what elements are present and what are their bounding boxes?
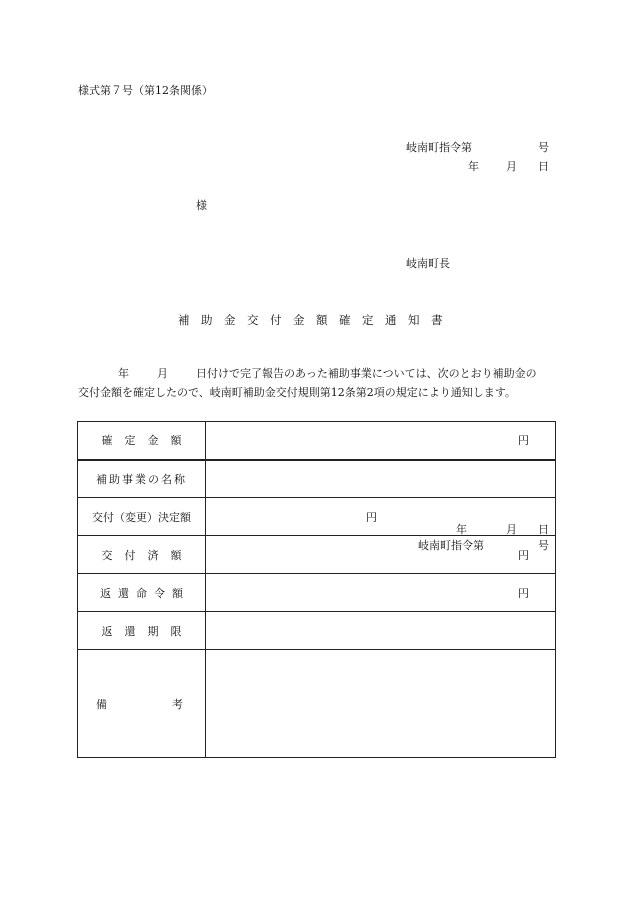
row-label-confirmed-amount: 確定金額 xyxy=(78,422,206,460)
project-name-field[interactable] xyxy=(206,460,556,498)
body-month-label: 月 xyxy=(157,367,168,380)
ref-year-label: 年 xyxy=(456,522,467,536)
row-label-refund-order-amount: 返還命令額 xyxy=(78,574,206,612)
notice-number-prefix: 岐南町指令第 xyxy=(406,141,472,154)
date-year-label: 年 xyxy=(468,160,479,173)
table-row xyxy=(78,536,556,574)
notice-number-suffix: 号 xyxy=(538,141,549,154)
settlement-table xyxy=(77,421,556,758)
ref-number-suffix: 号 xyxy=(538,538,549,552)
table-row xyxy=(78,650,556,758)
table-row xyxy=(78,460,556,498)
table-row xyxy=(78,498,556,536)
table-row xyxy=(78,574,556,612)
table-row xyxy=(78,422,556,460)
decision-amount-cell xyxy=(206,498,556,552)
date-month-label: 月 xyxy=(506,160,517,173)
confirmed-amount-field[interactable] xyxy=(206,422,556,460)
body-text-rest: 日付けで完了報告のあった補助事業については、次のとおり補助金の xyxy=(196,367,537,380)
body-year-label: 年 xyxy=(118,367,129,380)
row-label-decision-amount: 交付（変更）決定額 xyxy=(78,498,206,536)
date-day-label: 日 xyxy=(538,160,549,173)
row-label-refund-deadline: 返還期限 xyxy=(78,612,206,650)
remarks-field[interactable] xyxy=(206,650,556,758)
row-label-remarks: 備 考 xyxy=(78,650,206,758)
body-text-line-1 xyxy=(78,367,537,381)
issuer-name: 岐南町長 xyxy=(406,257,450,270)
body-text-line-2: 交付金額を確定したので、岐南町補助金交付規則第12条第2項の規定により通知します。 xyxy=(78,386,516,399)
form-number-label: 様式第７号（第12条関係） xyxy=(78,84,213,97)
row-label-paid-amount: 交付済額 xyxy=(78,536,206,574)
addressee-suffix: 様 xyxy=(196,199,207,212)
yen-unit: 円 xyxy=(518,586,529,600)
ref-month-label: 月 xyxy=(506,522,517,536)
paid-amount-field[interactable] xyxy=(206,536,556,574)
yen-unit: 円 xyxy=(518,548,529,562)
ref-number-prefix: 岐南町指令第 xyxy=(418,538,484,552)
yen-unit: 円 xyxy=(518,434,529,448)
document-title: 補助金交付金額確定通知書 xyxy=(178,313,454,327)
table-row xyxy=(78,612,556,650)
refund-order-amount-field[interactable] xyxy=(206,574,556,612)
ref-day-label: 日 xyxy=(538,522,549,536)
refund-deadline-field[interactable] xyxy=(206,612,556,650)
row-label-project-name: 補助事業の名称 xyxy=(78,460,206,498)
yen-unit: 円 xyxy=(366,510,377,524)
